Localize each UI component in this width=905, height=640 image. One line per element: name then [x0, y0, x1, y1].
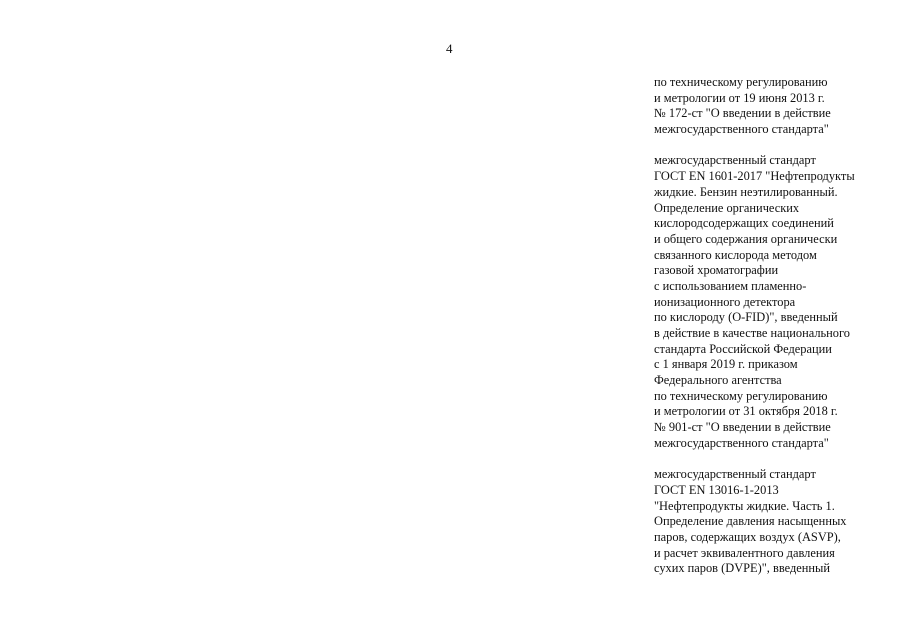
text-line: межгосударственного стандарта"	[654, 122, 829, 137]
text-line: связанного кислорода методом	[654, 247, 817, 262]
text-line: и метрологии от 31 октября 2018 г.	[654, 404, 838, 419]
text-line: № 901-ст "О введении в действие	[654, 420, 831, 435]
text-line: и расчет эквивалентного давления	[654, 545, 835, 560]
text-line: "Нефтепродукты жидкие. Часть 1.	[654, 498, 835, 513]
text-line: жидкие. Бензин неэтилированный.	[654, 184, 838, 199]
text-line: ионизационного детектора	[654, 294, 796, 309]
text-block-gost-en-13016	[654, 467, 894, 577]
text-line: паров, содержащих воздух (ASVP),	[654, 529, 841, 544]
text-line: с использованием пламенно-	[654, 278, 807, 293]
text-line: межгосударственный стандарт	[654, 153, 816, 168]
page-number: 4	[446, 41, 453, 56]
text-line: с 1 января 2019 г. приказом	[654, 357, 798, 372]
text-line: Определение давления насыщенных	[654, 514, 847, 529]
text-line: и общего содержания органически	[654, 231, 838, 246]
text-line: Определение органических	[654, 200, 800, 215]
text-line: межгосударственный стандарт	[654, 467, 816, 482]
text-line: ГОСТ EN 1601-2017 "Нефтепродукты	[654, 169, 855, 184]
text-line: кислородсодержащих соединений	[654, 216, 834, 231]
text-line: газовой хроматографии	[654, 263, 779, 278]
document-text-column	[654, 75, 894, 577]
text-line: ГОСТ EN 13016-1-2013	[654, 482, 779, 497]
text-line: по техническому регулированию	[654, 388, 828, 403]
text-line: № 172-ст "О введении в действие	[654, 106, 831, 121]
text-line: Федерального агентства	[654, 373, 782, 388]
text-line: сухих паров (DVPE)", введенный	[654, 561, 830, 576]
text-line: и метрологии от 19 июня 2013 г.	[654, 90, 825, 105]
text-block-order-172	[654, 75, 894, 138]
text-line: межгосударственного стандарта"	[654, 435, 829, 450]
text-block-gost-en-1601	[654, 153, 894, 451]
text-line: в действие в качестве национального	[654, 326, 850, 340]
text-line: стандарта Российской Федерации	[654, 341, 832, 356]
text-line: по техническому регулированию	[654, 75, 828, 89]
text-line: по кислороду (O-FID)", введенный	[654, 310, 838, 325]
